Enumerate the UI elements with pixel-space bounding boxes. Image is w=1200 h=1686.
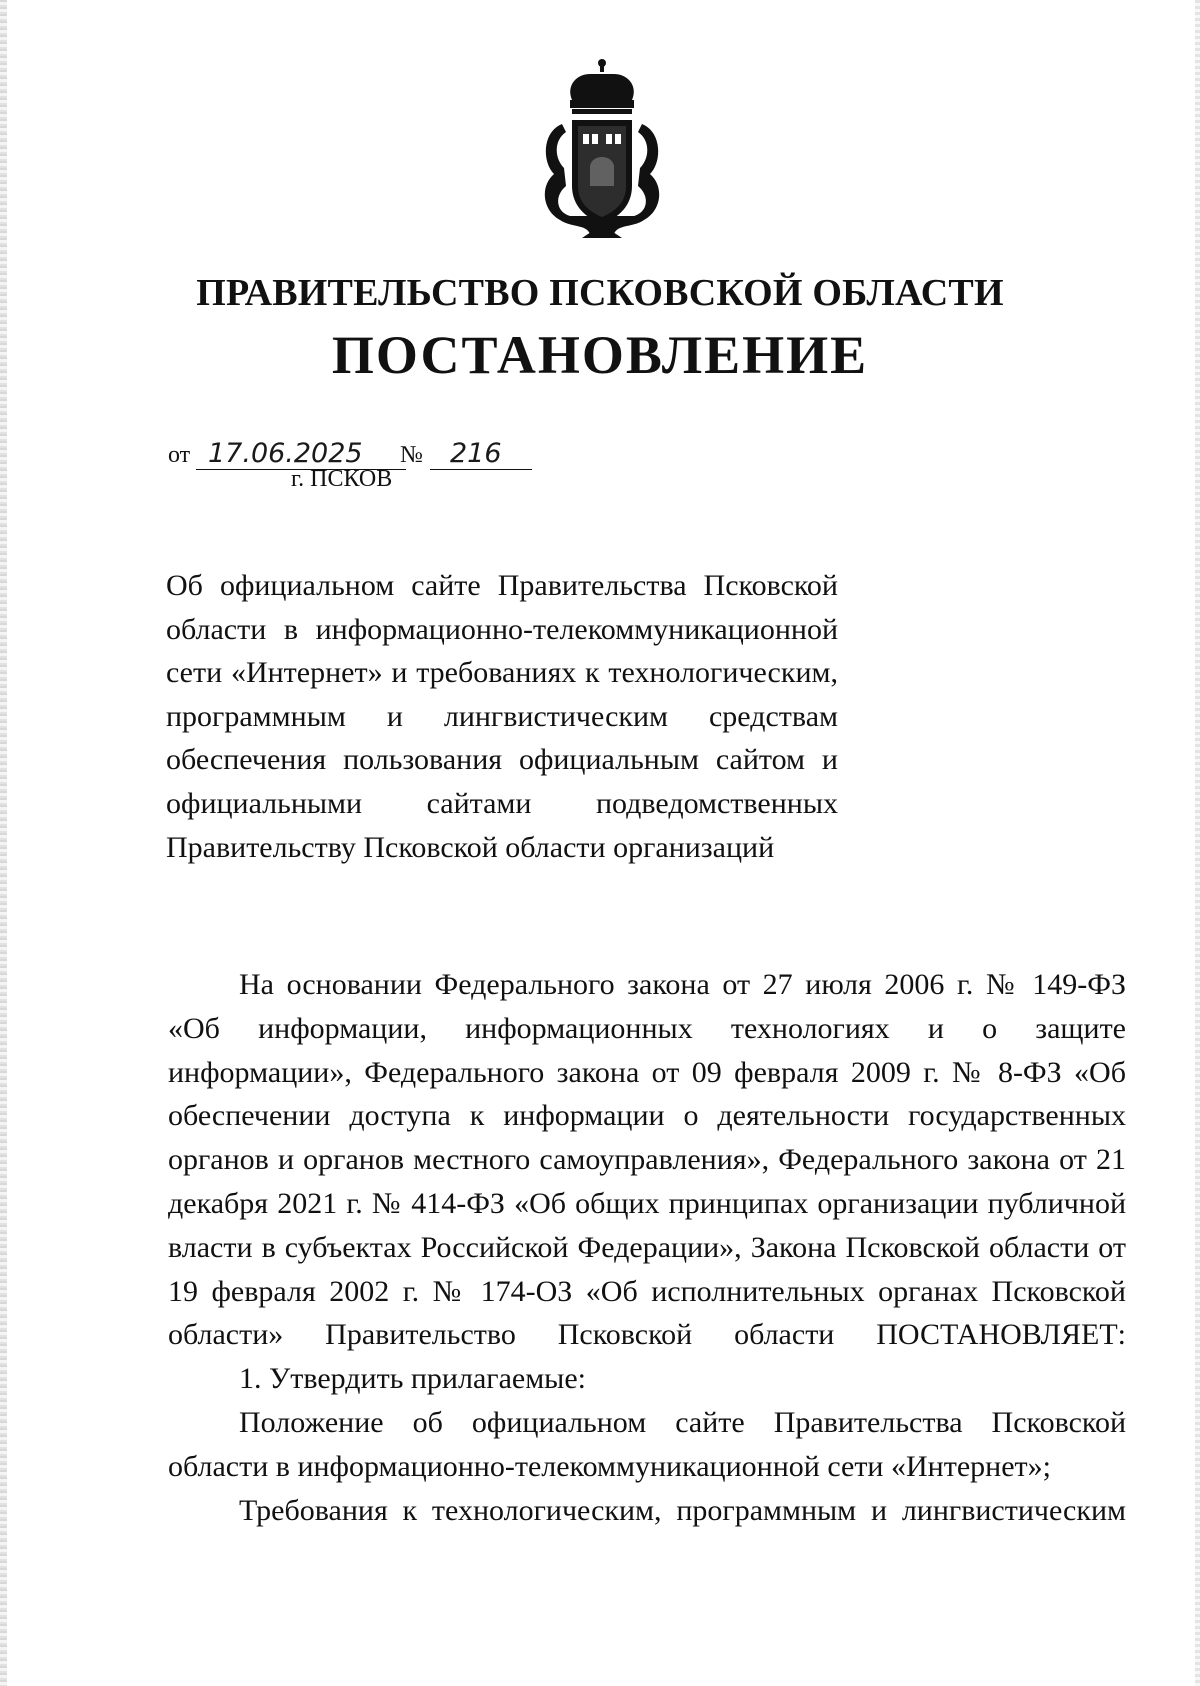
number-underline — [430, 469, 532, 470]
handwritten-date: 17.06.2025 — [208, 438, 363, 469]
government-name-heading: ПРАВИТЕЛЬСТВО ПСКОВСКОЙ ОБЛАСТИ — [196, 272, 1004, 314]
scan-edge-right — [1195, 0, 1200, 1686]
document-title: Об официальном сайте Правительства Псковской области в информационно-телекоммуникационной сети «Интернет» и требованиях к технологическим, программным и лингвистическим средствам обеспечения пользования официальным сайтом и официальными сайтами подведомственных Правительству Псковской области организаций — [166, 569, 838, 864]
item-1-requirements: Требования к технологическим, программным и лингвистическим — [239, 1493, 1126, 1527]
item-1-regulation: Положение об официальном сайте Правительства Псковской области в информационно-телекоммуникационной сети «Интернет»; — [168, 1405, 1126, 1483]
coat-of-arms-emblem — [532, 58, 672, 242]
item-1: 1. Утвердить прилагаемые: — [239, 1362, 586, 1396]
document-body — [168, 963, 1126, 1532]
date-prefix: от — [168, 442, 191, 468]
document-type-heading: ПОСТАНОВЛЕНИЕ — [331, 325, 869, 385]
city-label: г. ПСКОВ — [291, 466, 393, 492]
handwritten-number: 216 — [450, 438, 502, 469]
preamble-paragraph: На основании Федерального закона от 27 июля 2006 г. № 149-ФЗ «Об информации, информационных технологиях и о защите информации», Федерального закона от 09 февраля 2009 г. № 8-ФЗ «Об обеспечении доступа к информации о деятельности государственных органов и органов местного самоуправления», Федерального закона от 21 декабря 2021 г. № 414-ФЗ «Об общих принципах организации публичной власти в субъектах Российской Федерации», Закона Псковской области от 19 февраля 2002 г. № 174-ОЗ «Об исполнительных органах Псковской области» Правительство Псковской области ПОСТАНОВЛЯЕТ: — [168, 968, 1126, 1352]
number-prefix: № — [400, 442, 423, 468]
scan-edge-left — [0, 0, 7, 1686]
